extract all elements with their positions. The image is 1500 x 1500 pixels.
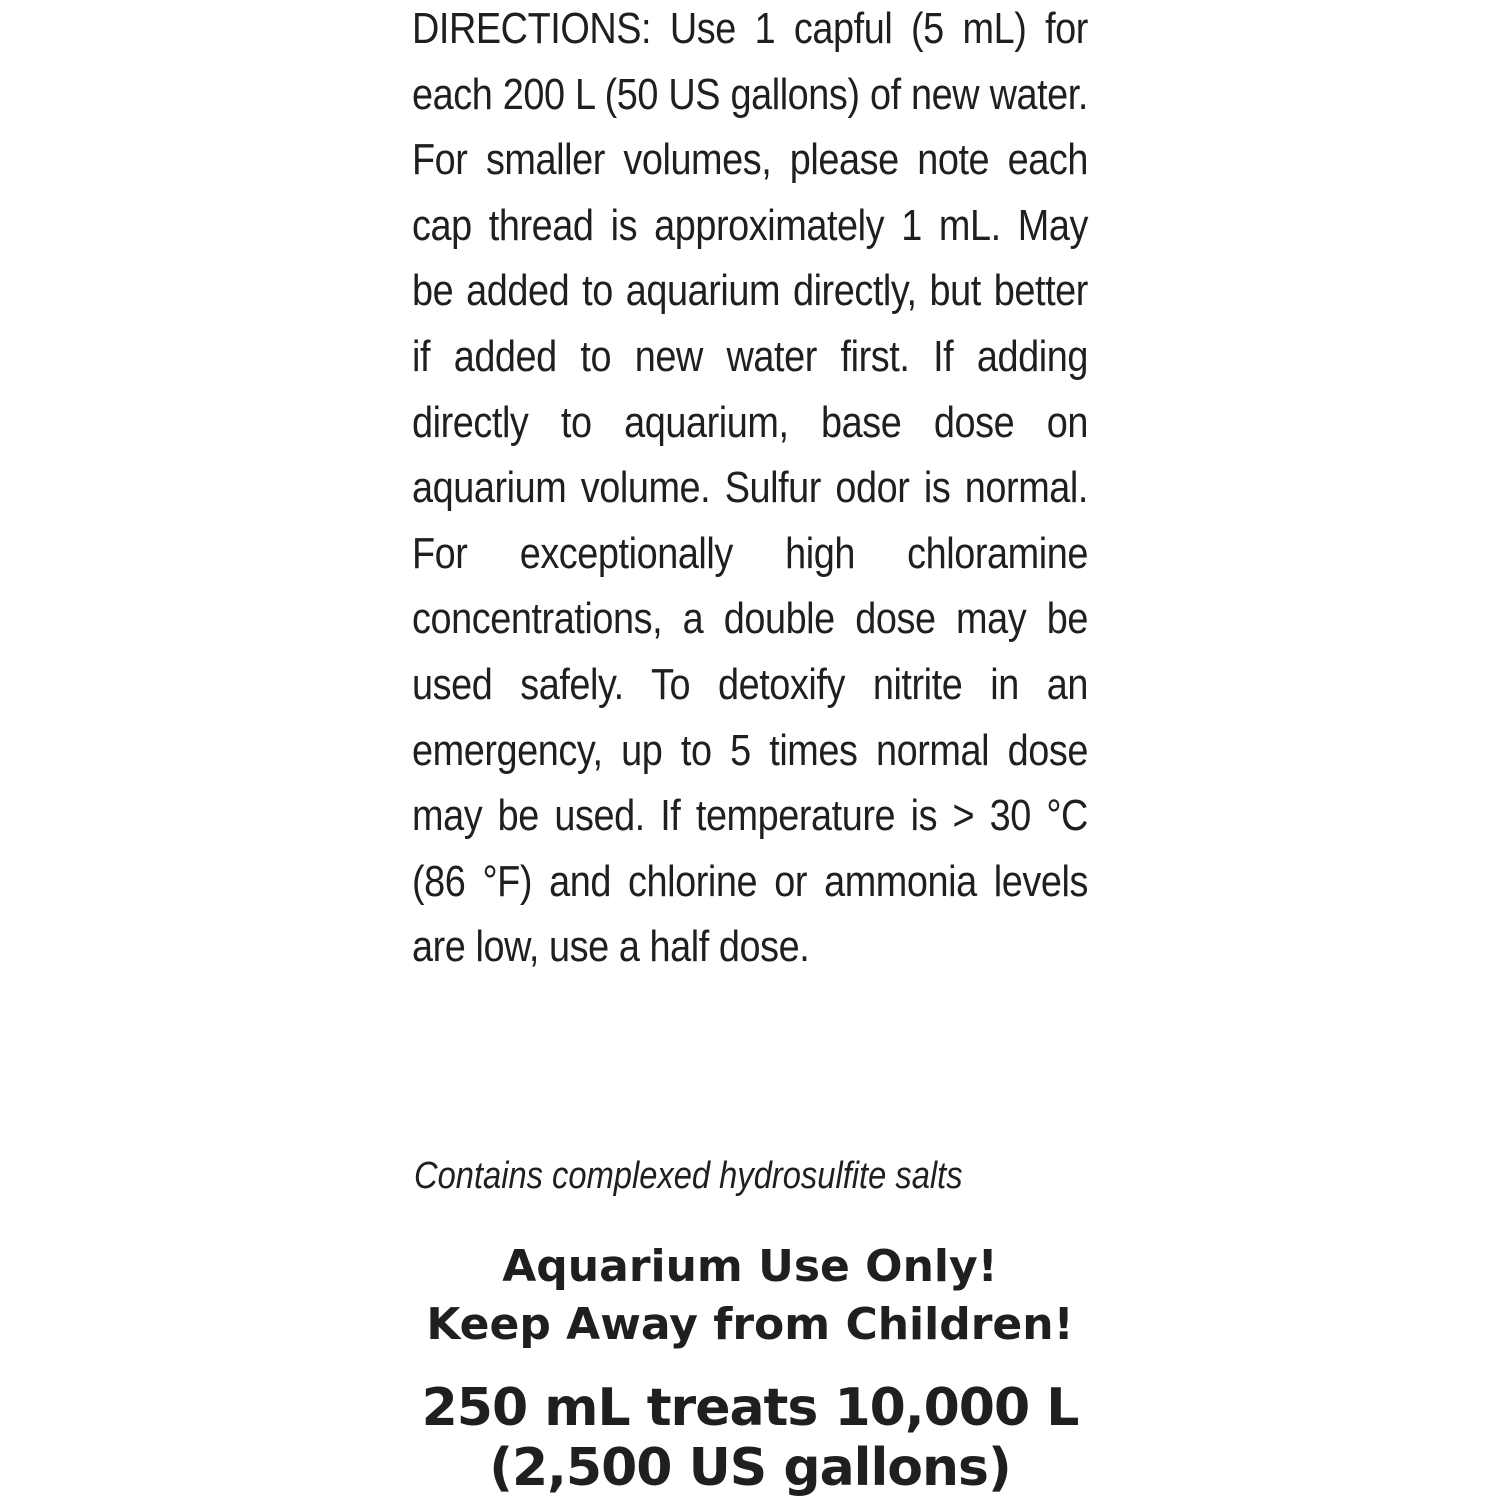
volume-statement <box>392 1378 1108 1498</box>
volume-gallons: (2,500 US gallons) <box>489 1438 1011 1498</box>
warning-children: Keep Away from Children! <box>426 1299 1074 1350</box>
product-label-panel <box>412 0 1088 1500</box>
warnings-block <box>400 1238 1100 1354</box>
ingredients-note: Contains complexed hydrosulfite salts <box>414 1155 963 1197</box>
warning-aquarium-use: Aquarium Use Only! <box>502 1241 998 1292</box>
directions-paragraph: DIRECTIONS: Use 1 capful (5 mL) for each 200 L (50 US gallons) of new water. For smaller volumes, please note each cap thread is approximately 1 mL. May be added to aquarium directly, but better if added to new water first. If adding directly to aquarium, base dose on aquarium volume. Sulfur odor is normal. For exceptionally high chloramine concentrations, a double dose may be used safely. To detoxify nitrite in an emergency, up to 5 times normal dose may be used. If temperature is > 30 °C (86 °F) and chlorine or ammonia levels are low, use a half dose. <box>412 4 1088 972</box>
volume-liters: 250 mL treats 10,000 L <box>421 1378 1079 1438</box>
